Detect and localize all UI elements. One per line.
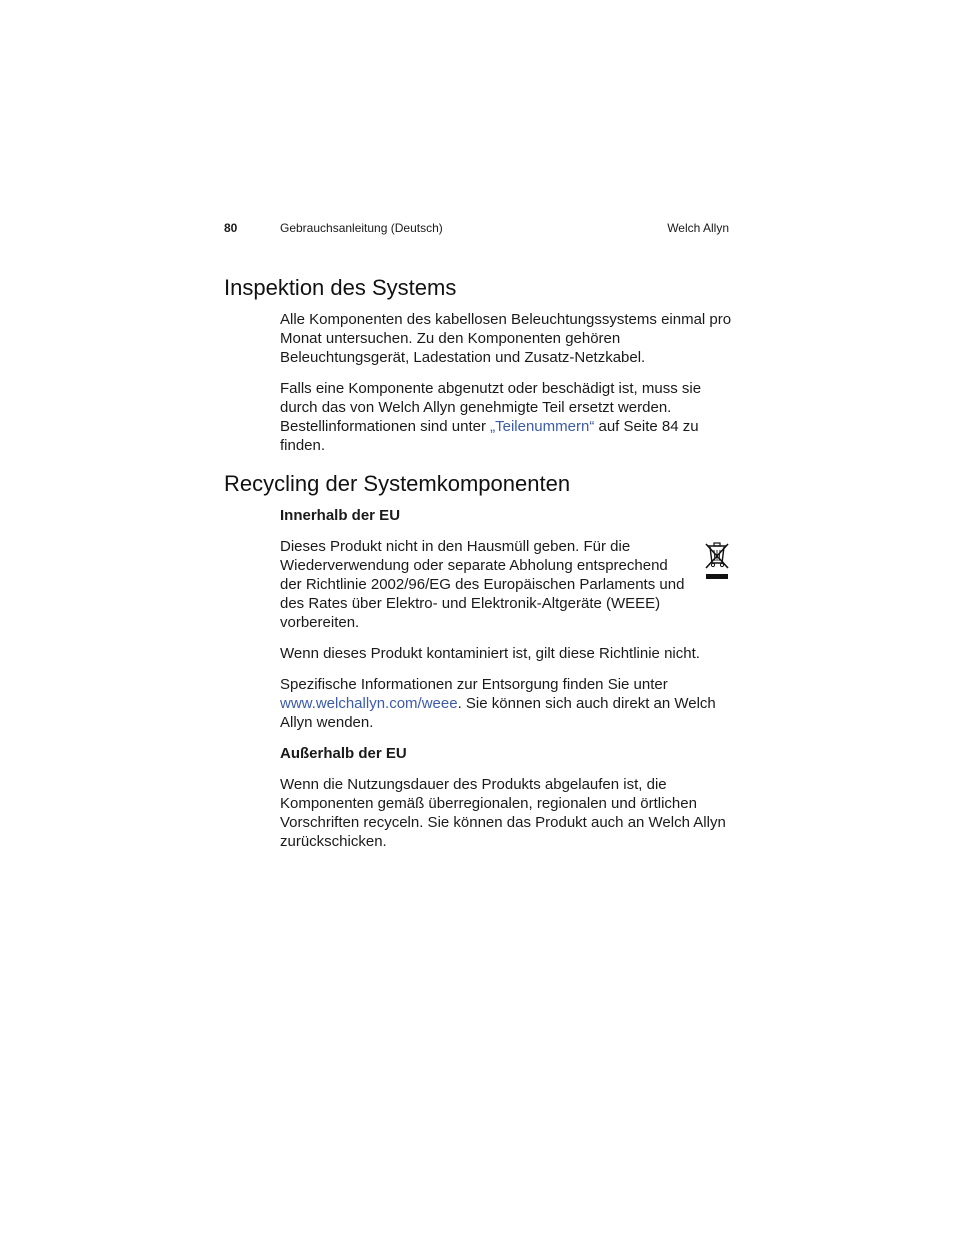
recycling-body xyxy=(280,506,732,863)
eu-paragraph-3-tail: . Sie können sich auch direkt an Welch Allyn wenden. xyxy=(280,695,716,731)
inspektion-paragraph-2-tail: auf Seite 84 zu finden. xyxy=(280,418,699,454)
heading-inspektion: Inspektion des Systems xyxy=(224,275,457,300)
inspektion-paragraph-2-text: Falls eine Komponente abgenutzt oder beschädigt ist, muss sie durch das von Welch Allyn genehmigte Teil ersetzt werden. Bestellinformationen sind unter xyxy=(280,380,702,435)
eu-paragraph-1: Dieses Produkt nicht in den Hausmüll geben. Für die Wiederverwendung oder separate Abholung entsprechend der Richtlinie 2002/96/EG des Europäischen Parlaments und des Rates über Elektro- und Elektronik-Altgeräte (WEEE) vorbereiten. xyxy=(280,538,685,631)
weee-crossed-bin-icon xyxy=(704,541,730,581)
eu-paragraph-3 xyxy=(280,675,732,732)
page-number: 80 xyxy=(224,221,238,235)
inspektion-body xyxy=(280,310,732,467)
eu-paragraph-2: Wenn dieses Produkt kontaminiert ist, gilt diese Richtlinie nicht. xyxy=(280,645,700,662)
subheading-innerhalb-eu: Innerhalb der EU xyxy=(280,507,401,524)
document-title: Gebrauchsanleitung (Deutsch) xyxy=(280,221,443,235)
weee-website-link[interactable]: www.welchallyn.com/weee xyxy=(280,695,458,712)
inspektion-paragraph-1: Alle Komponenten des kabellosen Beleuchtungssystems einmal pro Monat untersuchen. Zu den Komponenten gehören Beleuchtungsgerät, Ladestation und Zusatz-Netzkabel. xyxy=(280,311,732,366)
non-eu-paragraph-1: Wenn die Nutzungsdauer des Produkts abgelaufen ist, die Komponenten gemäß überregionalen, regionalen und örtlichen Vorschriften recyceln. Sie können das Produkt auch an Welch Allyn zurückschicken. xyxy=(280,776,726,850)
subheading-ausserhalb-eu: Außerhalb der EU xyxy=(280,745,407,762)
page-header xyxy=(224,221,729,239)
inspektion-paragraph-2 xyxy=(280,379,732,455)
eu-paragraph-3-text: Spezifische Informationen zur Entsorgung finden Sie unter xyxy=(280,676,668,693)
brand-name: Welch Allyn xyxy=(667,221,729,235)
heading-recycling: Recycling der Systemkomponenten xyxy=(224,471,571,496)
teilenummern-link[interactable]: „Teilenummern“ xyxy=(490,418,595,435)
